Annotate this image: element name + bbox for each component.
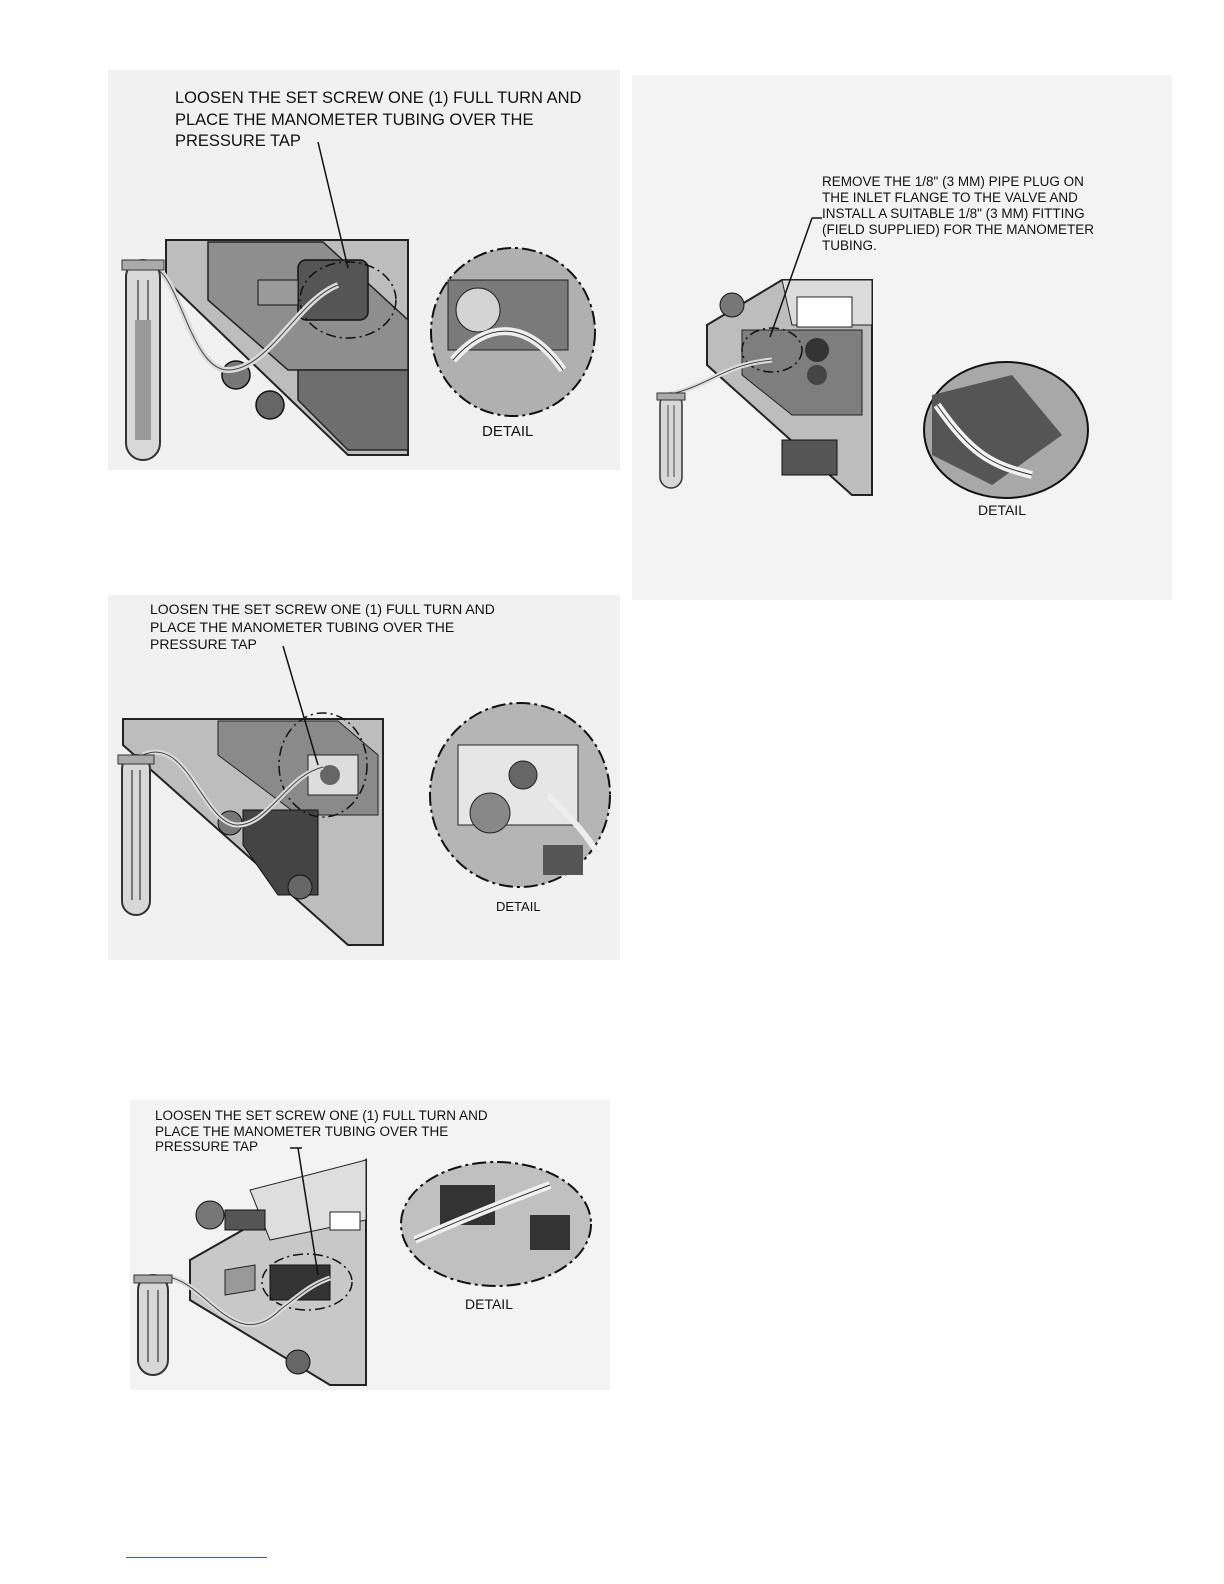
figure-4-detail-label: DETAIL [465, 1296, 513, 1312]
figure-4-callout: LOOSEN THE SET SCREW ONE (1) FULL TURN AND PLACE THE MANOMETER TUBING OVER THE PRESSURE TAP [155, 1108, 488, 1154]
footer-rule [126, 1557, 267, 1558]
figure-3-detail-label: DETAIL [496, 899, 541, 914]
figure-2-callout: REMOVE THE 1/8" (3 MM) PIPE PLUG ON THE INLET FLANGE TO THE VALVE AND INSTALL A SUITABLE 1/8" (3 MM) FITTING (FIELD SUPPLIED) FOR THE MANOMETER TUBING. [822, 174, 1095, 253]
figure-3 [108, 595, 620, 960]
figure-1-detail-label: DETAIL [482, 423, 534, 440]
figure-4 [130, 1100, 610, 1390]
figure-2 [632, 75, 1172, 600]
figure-2-detail-label: DETAIL [978, 502, 1026, 518]
figure-1 [108, 70, 620, 470]
figure-1-callout: LOOSEN THE SET SCREW ONE (1) FULL TURN AND PLACE THE MANOMETER TUBING OVER THE PRESSURE TAP [175, 89, 582, 150]
figure-2-illustration [632, 75, 1172, 600]
figure-3-callout: LOOSEN THE SET SCREW ONE (1) FULL TURN AND PLACE THE MANOMETER TUBING OVER THE PRESSURE TAP [150, 601, 495, 652]
